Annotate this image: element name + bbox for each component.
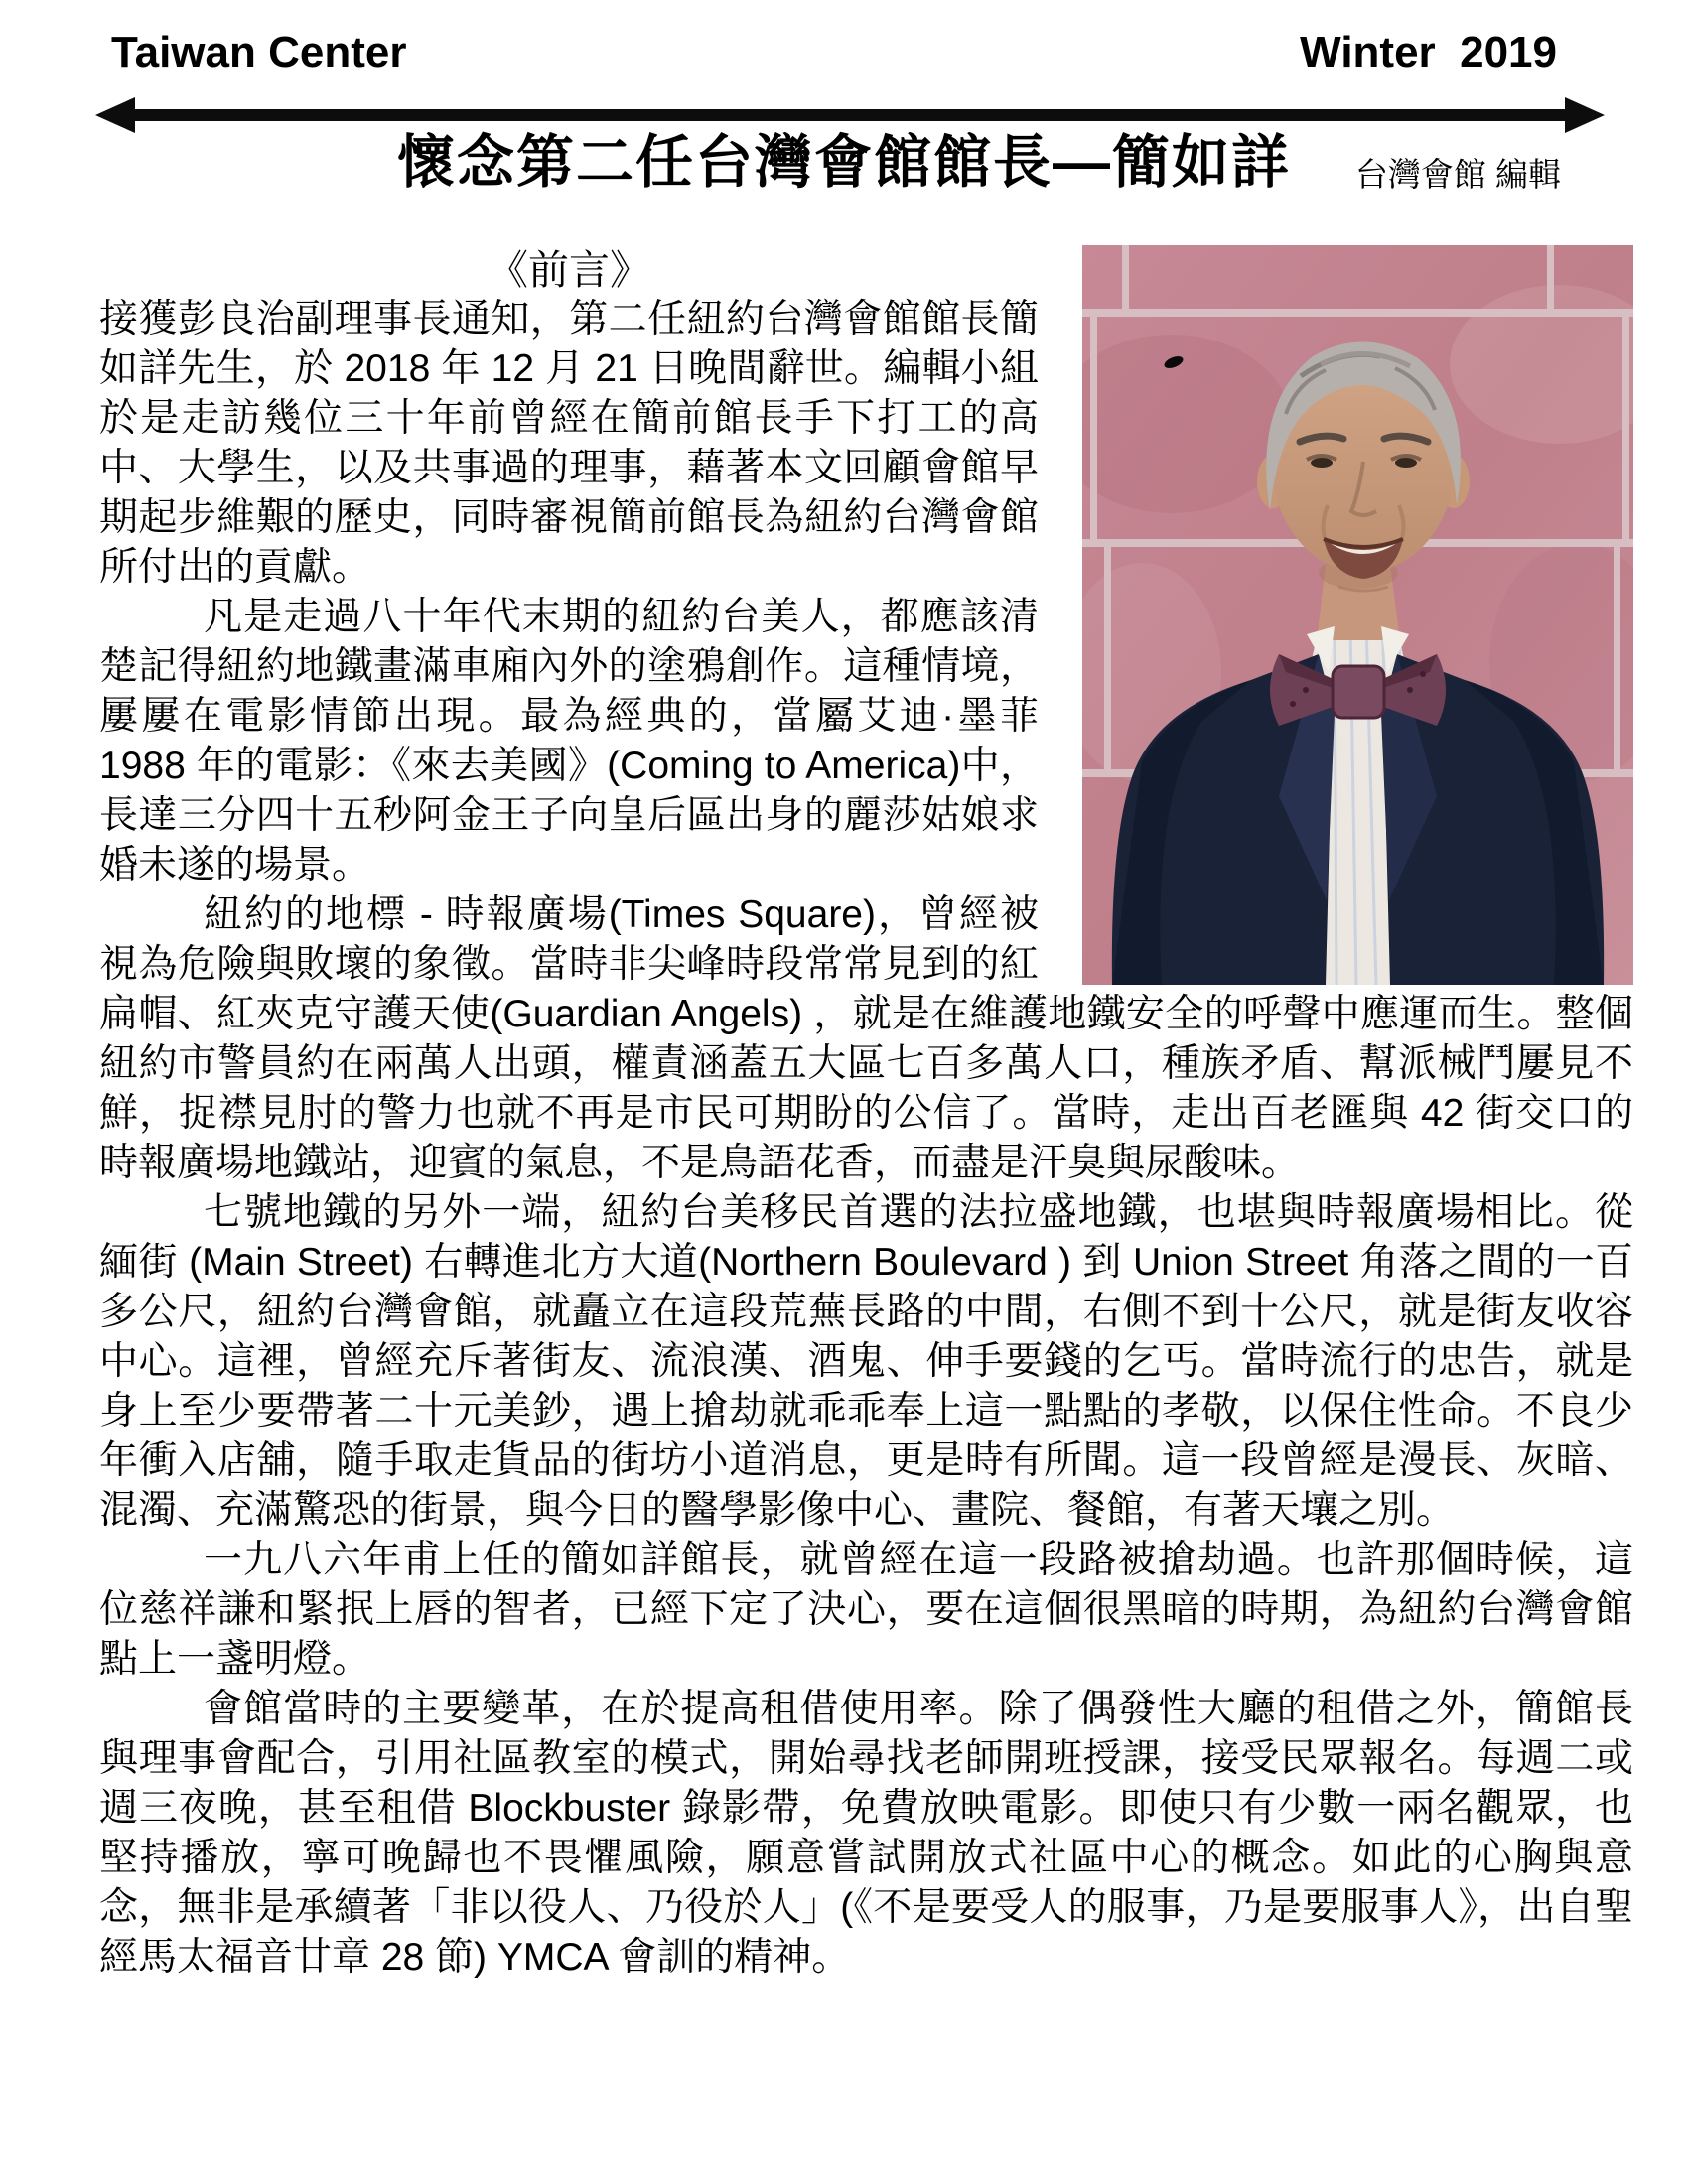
article-byline: 台灣會館 編輯 (1354, 156, 1561, 193)
bow-tie (1270, 654, 1446, 726)
body-paragraph-6: 會館當時的主要變革，在於提高租借使用率。除了偶發性大廳的租借之外，簡館長與理事會配合，引用社區教室的模式，開始尋找老師開班授課，接受民眾報名。每週二或週三夜晚，甚至租借 Blockbuster 錄影帶，免費放映電影。即使只有少數一兩名觀眾，也堅持播放，寧可晚歸也不畏懼風險，願意嘗試開放式社區中心的概念。如此的心胸與意念，無非是承續著「非以役人、乃役於人」(《不是要受人的服事，乃是要服事人》，出自聖經馬太福音廿章 28 節) YMCA 會訓的精神。 (99, 1688, 1633, 1979)
body-paragraph-1: 接獲彭良治副理事長通知，第二任紐約台灣會館館長簡如詳先生，於 2018 年 12 月 21 日晚間辭世。編輯小組於是走訪幾位三十年前曾經在簡前館長手下打工的高中、大學生，以及共事過的理事，藉著本文回顧會館早期起步維艱的歷史，同時審視簡前館長為紐約台灣會館所付出的貢獻。 (99, 298, 1039, 589)
publication-title: Taiwan Center (111, 28, 407, 76)
body-paragraph-4: 七號地鐵的另外一端，紐約台美移民首選的法拉盛地鐵，也堪與時報廣場相比。從緬街 (Main Street) 右轉進北方大道(Northern Boulevard ) 到 Union Street 角落之間的一百多公尺，紐約台灣會館，就矗立在這段荒蕪長路的中間，右側不到十公尺，就是街友收容中心。這裡，曾經充斥著街友、流浪漢、酒鬼、伸手要錢的乞丐。當時流行的忠告，就是身上至少要帶著二十元美鈔，遇上搶劫就乖乖奉上這一點點的孝敬，以保住性命。不良少年衝入店舖，隨手取走貨品的街坊小道消息，更是時有所聞。這一段曾經是漫長、灰暗、混濁、充滿驚恐的街景，與今日的醫學影像中心、畫院、餐館，有著天壤之別。 (99, 1191, 1633, 1532)
body-paragraph-2: 凡是走過八十年代末期的紐約台美人，都應該清楚記得紐約地鐵畫滿車廂內外的塗鴉創作。這種情境，屢屢在電影情節出現。最為經典的，當屬艾迪·墨菲 1988 年的電影：《來去美國》(Coming to America)中，長達三分四十五秒阿金王子向皇后區出身的麗莎姑娘求婚未遂的場景。 (99, 596, 1039, 887)
body-paragraph-5: 一九八六年甫上任的簡如詳館長，就曾經在這一段路被搶劫過。也許那個時候，這位慈祥謙和緊抿上唇的智者，已經下定了決心，要在這個很黑暗的時期，為紐約台灣會館點上一盞明燈。 (99, 1539, 1633, 1681)
portrait-photo (1082, 245, 1633, 985)
article-body (99, 245, 1633, 1982)
preface-heading: 《前言》 (488, 247, 650, 293)
body-paragraph-3: 紐約的地標 - 時報廣場(Times Square)，曾經被視為危險與敗壞的象徵。當時非尖峰時段常常見到的紅扁帽、紅夾克守護天使(Guardian Angels) ，就是在維護地鐵安全的呼聲中應運而生。整個紐約市警員約在兩萬人出頭，權責涵蓋五大區七百多萬人口，種族矛盾、幫派械鬥屢見不鮮，捉襟見肘的警力也就不再是市民可期盼的公信了。當時，走出百老匯與 42 街交口的時報廣場地鐵站，迎賓的氣息，不是鳥語花香，而盡是汗臭與尿酸味。 (99, 893, 1633, 1184)
portrait-photo-graphic (1082, 245, 1633, 985)
issue-label: Winter 2019 (1300, 28, 1557, 76)
article-title: 懷念第二任台灣會館館長—簡如詳 (396, 130, 1291, 195)
